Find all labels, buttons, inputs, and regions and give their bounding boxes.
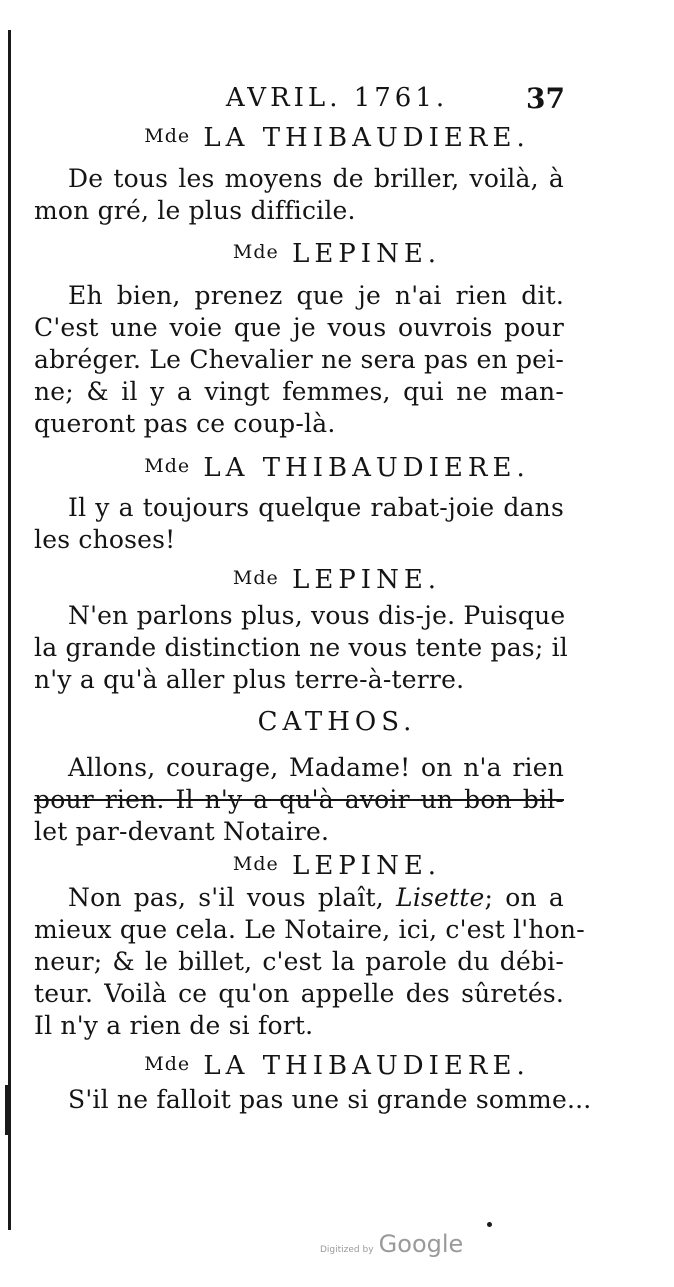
google-wordmark: Google <box>378 1230 464 1258</box>
speaker-prefix: Mde <box>232 241 279 263</box>
text-line: let par-devant Notaire. <box>34 817 330 846</box>
page-number: 37 <box>526 82 565 115</box>
digitized-label: Digitized by <box>320 1245 374 1255</box>
text-line: Il y a toujours quelque rabat-joie dans <box>68 493 564 522</box>
text-line: N'en parlons plus, vous dis-je. Puisque <box>68 601 566 630</box>
text-line: De tous les moyens de briller, voilà, à <box>68 164 564 193</box>
speaker-name: LEPINE. <box>292 851 442 881</box>
speaker-prefix: Mde <box>232 853 279 875</box>
digitization-credit <box>320 1230 463 1258</box>
speaker-heading <box>0 120 674 154</box>
text-line: mieux que cela. Le Notaire, ici, c'est l'hon- <box>34 915 585 944</box>
text-line: teur. Voilà ce qu'on appelle des sûretés. <box>34 979 564 1008</box>
speaker-prefix: Mde <box>232 567 279 589</box>
text-line: queront pas ce coup-là. <box>34 409 336 438</box>
text-line: Eh bien, prenez que je n'ai rien dit. <box>68 281 564 310</box>
speaker-name: LEPINE. <box>292 239 442 269</box>
text-line: abréger. Le Chevalier ne sera pas en pei- <box>34 345 564 374</box>
speaker-prefix: Mde <box>144 1053 191 1075</box>
text-line: C'est une voie que je vous ouvrois pour <box>34 313 564 342</box>
speaker-prefix: Mde <box>144 455 191 477</box>
text-segment: ; on a <box>484 883 564 912</box>
text-line: n'y a qu'à aller plus terre-à-terre. <box>34 665 465 694</box>
speaker-heading <box>0 706 674 738</box>
text-line: les choses! <box>34 525 176 554</box>
speaker-heading <box>0 562 674 596</box>
text-line: mon gré, le plus difficile. <box>34 196 356 225</box>
text-line: la grande distinction ne vous tente pas; il <box>34 633 568 662</box>
text-line: neur; & le billet, c'est la parole du débi- <box>34 947 564 976</box>
text-segment: Non pas, s'il vous plaît, <box>68 883 397 912</box>
speaker-name: LA THIBAUDIERE. <box>203 453 530 483</box>
running-header: AVRIL. 1761. <box>225 83 449 113</box>
speaker-prefix: Mde <box>144 125 191 147</box>
character-name-italic: Lisette <box>396 883 485 912</box>
text-line: Allons, courage, Madame! on n'a rien <box>68 753 564 782</box>
text-line <box>34 882 564 914</box>
text-line-struck: pour rien. Il n'y a qu'à avoir un bon bil- <box>34 785 564 814</box>
text-line: Il n'y a rien de si fort. <box>34 1011 314 1040</box>
speaker-name: LEPINE. <box>292 565 442 595</box>
speaker-heading <box>0 848 674 882</box>
speaker-heading <box>0 450 674 484</box>
text-line: S'il ne falloit pas une si grande somme... <box>68 1085 592 1114</box>
speaker-heading <box>0 1048 674 1082</box>
text-line: ne; & il y a vingt femmes, qui ne man- <box>34 377 564 406</box>
ink-speck <box>487 1222 492 1227</box>
binding-mark <box>5 1085 9 1135</box>
speaker-heading <box>0 236 674 270</box>
speaker-name: LA THIBAUDIERE. <box>203 1051 530 1081</box>
speaker-name: CATHOS. <box>257 707 417 737</box>
speaker-name: LA THIBAUDIERE. <box>203 123 530 153</box>
